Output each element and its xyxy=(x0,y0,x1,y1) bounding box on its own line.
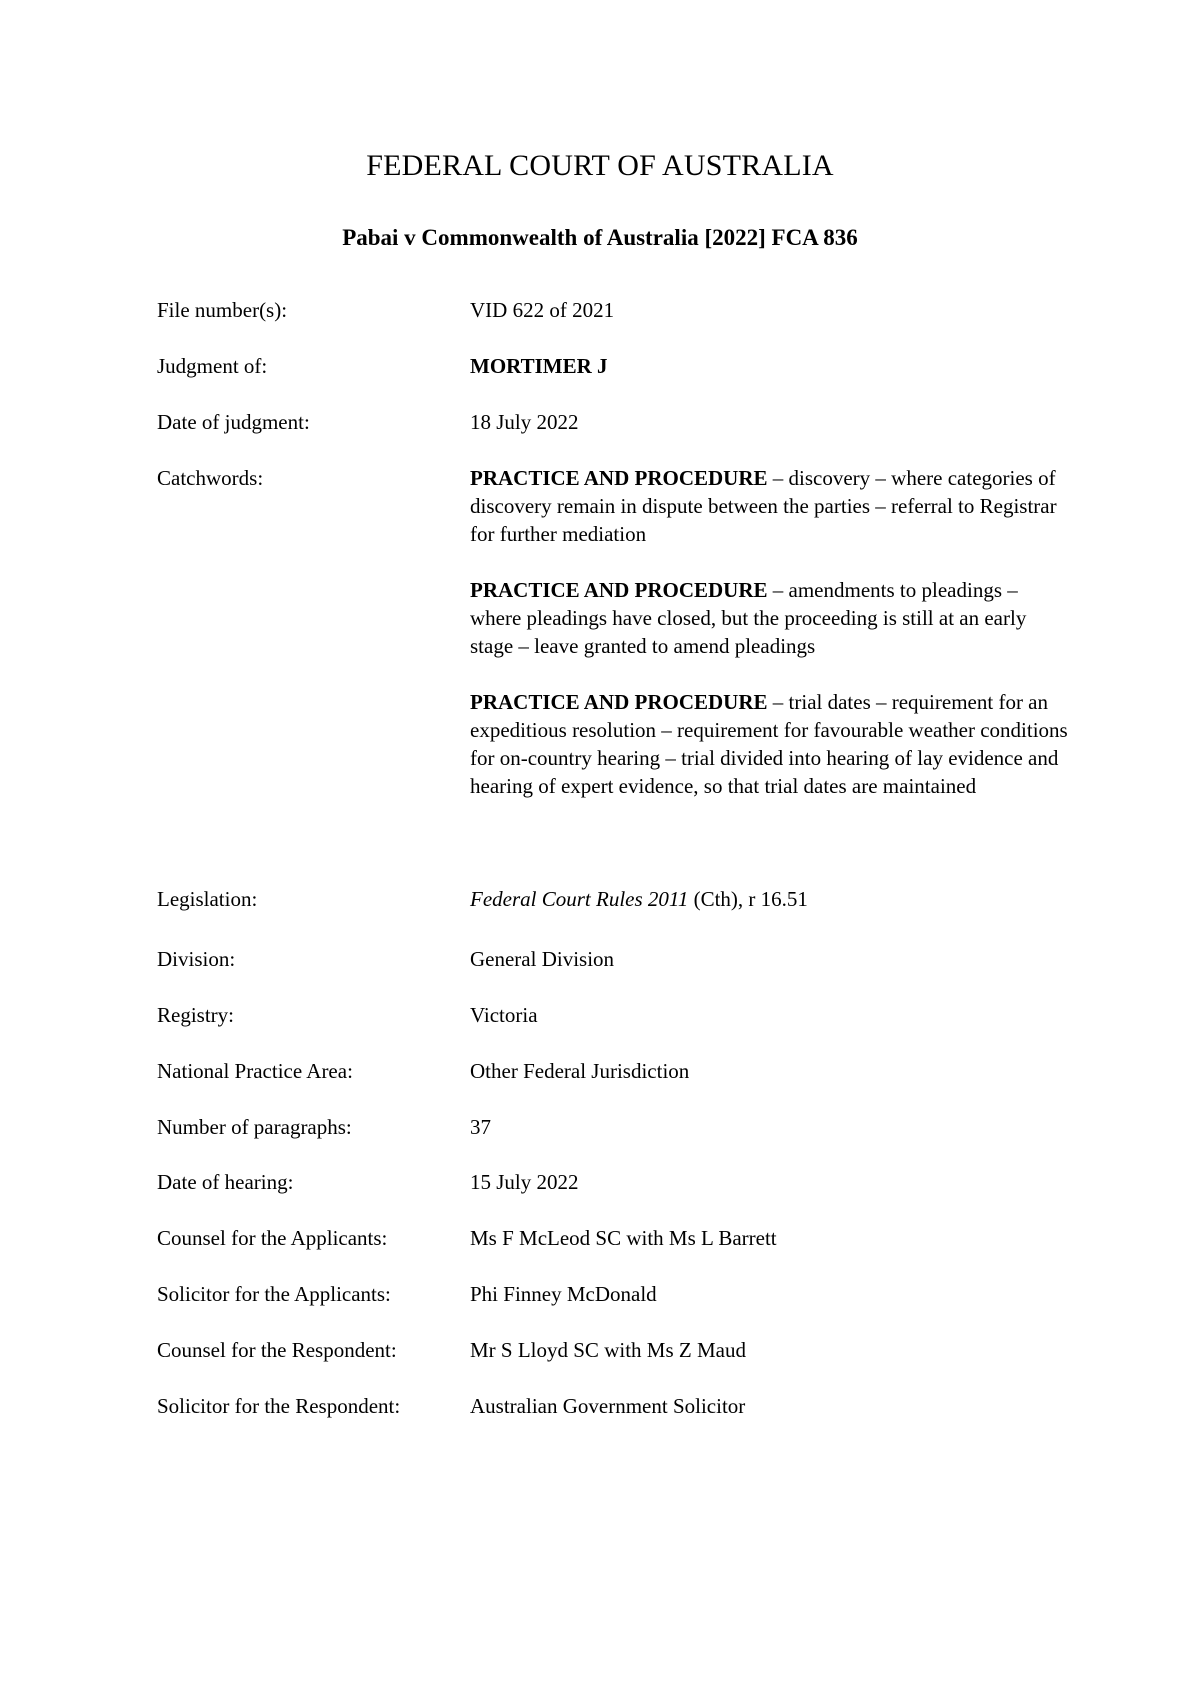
catchword-text: – trial dates – requirement for an expeditious resolution – requirement for favourable weather conditions for on-country hearing – trial divided into hearing of lay evidence and hearing of expert evidence, so that trial dates are maintained xyxy=(470,690,1068,798)
number-of-paragraphs-value: 37 xyxy=(470,1115,491,1139)
division-value: General Division xyxy=(470,947,615,971)
legislation-value xyxy=(470,885,1070,913)
judgment-of-value: MORTIMER J xyxy=(470,354,608,378)
legislation-citation: (Cth), r 16.51 xyxy=(688,887,808,911)
national-practice-area-label: National Practice Area: xyxy=(157,1059,353,1083)
legislation-label: Legislation: xyxy=(157,887,258,911)
catchwords-value xyxy=(470,464,1070,828)
catchword-heading: PRACTICE AND PROCEDURE xyxy=(470,466,768,490)
file-number-label: File number(s): xyxy=(157,298,288,322)
national-practice-area-value: Other Federal Jurisdiction xyxy=(470,1059,690,1083)
counsel-respondent-value: Mr S Lloyd SC with Ms Z Maud xyxy=(470,1338,746,1362)
catchword-heading: PRACTICE AND PROCEDURE xyxy=(470,578,768,602)
catchword-text: – discovery – where categories of discovery remain in dispute between the parties – referral to Registrar for further mediation xyxy=(470,466,1057,546)
catchword-paragraph xyxy=(470,576,1070,660)
case-title: Pabai v Commonwealth of Australia [2022] FCA 836 xyxy=(342,225,858,250)
legislation-title: Federal Court Rules 2011 xyxy=(470,887,689,911)
date-of-hearing-value: 15 July 2022 xyxy=(470,1170,579,1194)
file-number-value: VID 622 of 2021 xyxy=(470,298,615,322)
catchword-paragraph xyxy=(470,464,1070,548)
judgment-of-label: Judgment of: xyxy=(157,354,268,378)
date-of-judgment-value: 18 July 2022 xyxy=(470,410,579,434)
catchword-text: – amendments to pleadings – where pleadings have closed, but the proceeding is still at an early stage – leave granted to amend pleadings xyxy=(470,578,1027,658)
solicitor-respondent-label: Solicitor for the Respondent: xyxy=(157,1394,401,1418)
catchword-paragraph xyxy=(470,688,1070,800)
solicitor-respondent-value: Australian Government Solicitor xyxy=(470,1394,746,1418)
catchwords-label: Catchwords: xyxy=(157,466,264,490)
counsel-applicants-label: Counsel for the Applicants: xyxy=(157,1226,388,1250)
date-of-hearing-label: Date of hearing: xyxy=(157,1170,294,1194)
solicitor-applicants-value: Phi Finney McDonald xyxy=(470,1282,657,1306)
court-name: FEDERAL COURT OF AUSTRALIA xyxy=(366,149,834,182)
catchword-heading: PRACTICE AND PROCEDURE xyxy=(470,690,768,714)
counsel-applicants-value: Ms F McLeod SC with Ms L Barrett xyxy=(470,1226,777,1250)
registry-label: Registry: xyxy=(157,1003,234,1027)
solicitor-applicants-label: Solicitor for the Applicants: xyxy=(157,1282,391,1306)
number-of-paragraphs-label: Number of paragraphs: xyxy=(157,1115,352,1139)
registry-value: Victoria xyxy=(470,1003,538,1027)
division-label: Division: xyxy=(157,947,236,971)
date-of-judgment-label: Date of judgment: xyxy=(157,410,310,434)
counsel-respondent-label: Counsel for the Respondent: xyxy=(157,1338,397,1362)
